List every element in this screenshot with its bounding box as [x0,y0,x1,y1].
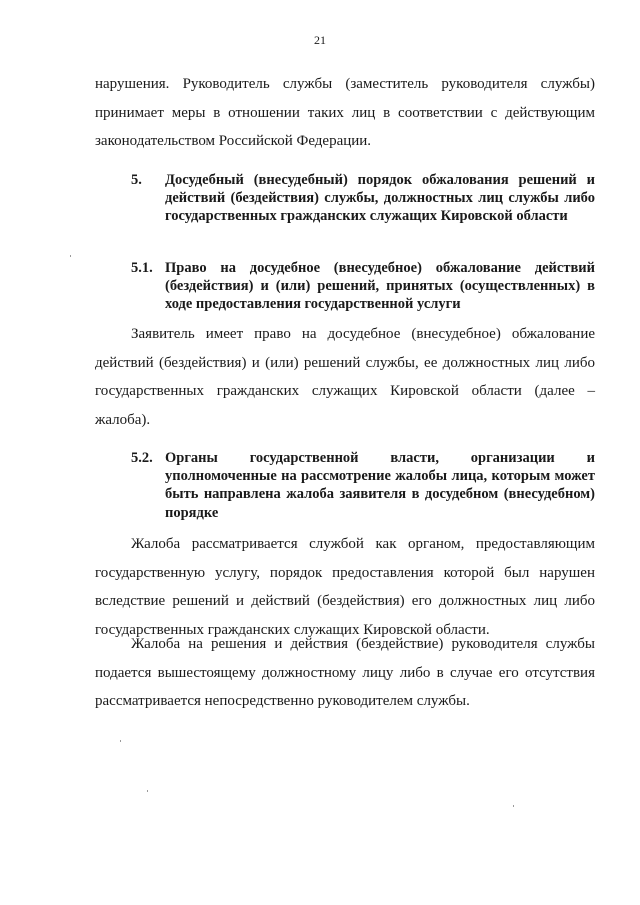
heading-section-5-2-number: 5.2. [131,450,153,466]
paragraph-5-2-b: Жалоба на решения и действия (бездействие) руководителя службы подается вышестоящему должностному лицу либо в случае его отсутствия рассматривается непосредственно руководителем службы. [95,636,595,709]
heading-section-5-1-text: Право на досудебное (внесудебное) обжалование действий (бездействия) и (или) решений, принятых (осуществленных) в ходе предоставления государственной услуги [165,260,595,313]
page-number: 21 [314,33,326,47]
paragraph-5-2-a: Жалоба рассматривается службой как органом, предоставляющим государственную услугу, порядок предоставления которой был нарушен вследствие решений и действий (бездействия) его должностных лиц либо государственных гражданских служащих Кировской области. [95,536,595,638]
heading-section-5-2-text: Органы государственной власти, организации и уполномоченные на рассмотрение жалобы лица, которым может быть направлена жалоба заявителя в досудебном (внесудебном) порядке [165,450,595,521]
scan-speck [70,255,71,257]
heading-section-5 [131,171,595,226]
scan-speck [513,805,514,807]
heading-section-5-number: 5. [131,172,142,188]
paragraph-intro: нарушения. Руководитель службы (заместитель руководителя службы) принимает меры в отношении таких лиц в соответствии с действующим законодательством Российской Федерации. [95,76,595,149]
heading-section-5-1-number: 5.1. [131,260,153,276]
heading-section-5-2 [131,449,595,522]
heading-section-5-1 [131,259,595,314]
scan-speck [147,790,148,792]
paragraph-5-1: Заявитель имеет право на досудебное (внесудебное) обжалование действий (бездействия) и (или) решений службы, ее должностных лиц либо государственных гражданских служащих Кировской области (далее – жалоба). [95,326,595,428]
heading-section-5-text: Досудебный (внесудебный) порядок обжалования решений и действий (бездействия) службы, должностных лиц службы либо государственных гражданских служащих Кировской области [165,172,595,225]
scan-speck [120,740,121,742]
